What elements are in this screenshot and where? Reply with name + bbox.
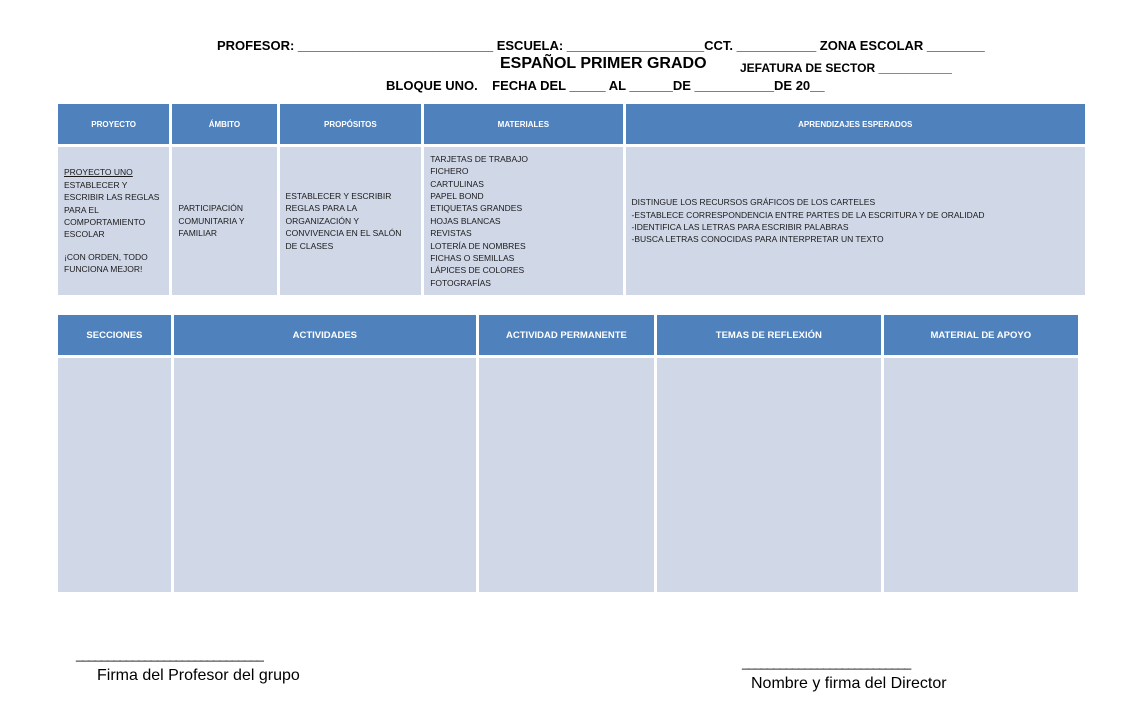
material-item: PAPEL BOND	[430, 190, 484, 201]
project-description: ESTABLECER Y ESCRIBIR LAS REGLAS PARA EL COMPORTAMIENTO ESCOLAR	[64, 179, 160, 240]
material-item: FOTOGRAFÍAS	[430, 277, 491, 288]
project-title: PROYECTO UNO	[64, 167, 133, 178]
learning-item: DISTINGUE LOS RECURSOS GRÁFICOS DE LOS CARTELES	[631, 197, 876, 208]
col-ambito: ÁMBITO	[172, 104, 276, 144]
cell-temas-reflexion	[657, 358, 881, 592]
col-propositos: PROPÓSITOS	[280, 104, 422, 144]
activities-row	[58, 358, 1078, 592]
planning-table	[55, 101, 1088, 298]
col-materiales: MATERIALES	[424, 104, 622, 144]
col-proyecto: PROYECTO	[58, 104, 169, 144]
material-item: LÁPICES DE COLORES	[430, 265, 525, 276]
cell-actividades	[174, 358, 476, 592]
activities-table	[55, 312, 1081, 595]
col-aprendizajes: APRENDIZAJES ESPERADOS	[626, 104, 1085, 144]
material-item: TARJETAS DE TRABAJO	[430, 153, 528, 164]
cell-secciones	[58, 358, 171, 592]
col-actividades: ACTIVIDADES	[174, 315, 476, 355]
cell-actividad-permanente	[479, 358, 654, 592]
col-material-apoyo: MATERIAL DE APOYO	[884, 315, 1078, 355]
material-item: FICHAS O SEMILLAS	[430, 253, 515, 264]
col-temas-reflexion: TEMAS DE REFLEXIÓN	[657, 315, 881, 355]
material-item: FICHERO	[430, 166, 469, 177]
director-signature-line: ___________________________	[742, 655, 911, 670]
teacher-signature-line: ______________________________	[76, 647, 263, 662]
material-item: CARTULINAS	[430, 178, 484, 189]
material-item: REVISTAS	[430, 228, 472, 239]
jefatura-field: JEFATURA DE SECTOR ___________	[740, 61, 952, 75]
learning-item: -BUSCA LETRAS CONOCIDAS PARA INTERPRETAR UN TEXTO	[631, 234, 884, 245]
project-motto: ¡CON ORDEN, TODO FUNCIONA MEJOR!	[64, 251, 148, 275]
director-signature-label: Nombre y firma del Director	[751, 675, 947, 692]
cell-aprendizajes	[626, 147, 1085, 295]
col-actividad-permanente: ACTIVIDAD PERMANENTE	[479, 315, 654, 355]
material-item: ETIQUETAS GRANDES	[430, 203, 523, 214]
material-item: HOJAS BLANCAS	[430, 215, 501, 226]
cell-propositos: ESTABLECER Y ESCRIBIR REGLAS PARA LA ORGANIZACIÓN Y CONVIVENCIA EN EL SALÓN DE CLASES	[280, 147, 422, 295]
material-item: LOTERÍA DE NOMBRES	[430, 240, 526, 251]
teacher-signature-label: Firma del Profesor del grupo	[97, 667, 300, 684]
learning-item: -IDENTIFICA LAS LETRAS PARA ESCRIBIR PALABRAS	[631, 222, 849, 232]
cell-materiales	[424, 147, 622, 295]
header-line-3: BLOQUE UNO. FECHA DEL _____ AL ______DE ___________DE 20__	[386, 78, 825, 93]
cell-proyecto	[58, 147, 169, 295]
activities-header-row	[58, 315, 1078, 355]
learning-item: -ESTABLECE CORRESPONDENCIA ENTRE PARTES DE LA ESCRITURA Y DE ORALIDAD	[631, 209, 985, 220]
cell-ambito: PARTICIPACIÓN COMUNITARIA Y FAMILIAR	[172, 147, 276, 295]
subject-title: ESPAÑOL PRIMER GRADO	[500, 55, 707, 72]
planning-header-row	[58, 104, 1085, 144]
col-secciones: SECCIONES	[58, 315, 171, 355]
planning-row	[58, 147, 1085, 295]
header-line-1: PROFESOR: ___________________________ ESCUELA: ___________________CCT. ___________ ZONA ESCOLAR ________	[217, 38, 985, 53]
cell-material-apoyo	[884, 358, 1078, 592]
